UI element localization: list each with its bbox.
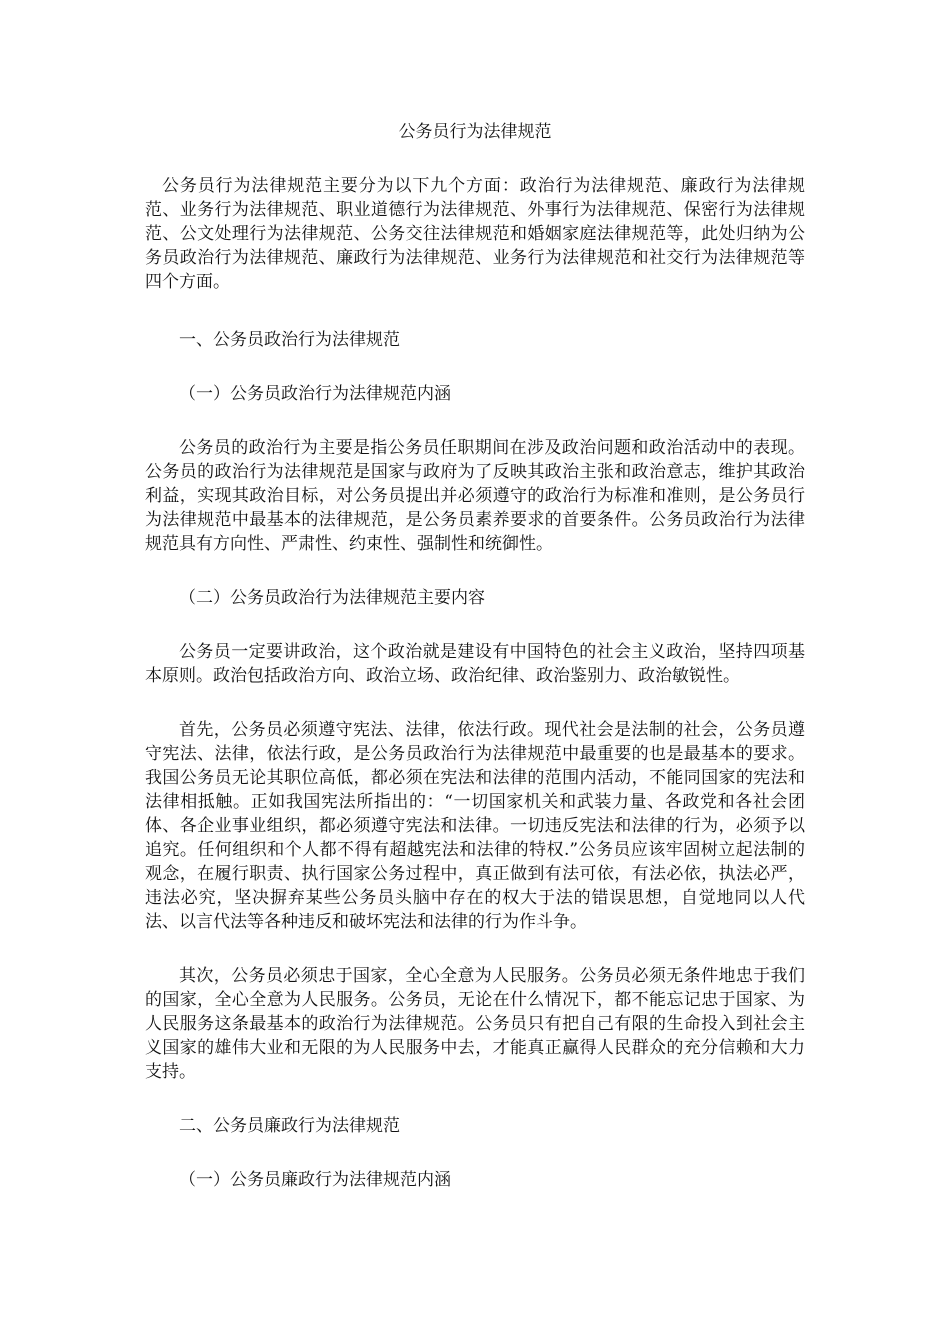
section-1-1-paragraph: 公务员的政治行为主要是指公务员任职期间在涉及政治问题和政治活动中的表现。公务员的政治行为法律规范是国家与政府为了反映其政治主张和政治意志，维护其政治利益，实现其政治目标，对公务员提出并必须遵守的政治行为标准和准则，是公务员行为法律规范中最基本的法律规范，是公务员素养要求的首要条件。公务员政治行为法律规范具有方向性、严肃性、约束性、强制性和统御性。 <box>145 438 805 554</box>
section-1-2-paragraph-1: 公务员一定要讲政治，这个政治就是建设有中国特色的社会主义政治，坚持四项基本原则。政治包括政治方向、政治立场、政治纪律、政治鉴别力、政治敏锐性。 <box>145 642 805 686</box>
section-1-2-paragraph-2: 首先，公务员必须遵守宪法、法律，依法行政。现代社会是法制的社会，公务员遵守宪法、法律，依法行政，是公务员政治行为法律规范中最重要的也是最基本的要求。我国公务员无论其职位高低，都必须在宪法和法律的范围内活动，不能同国家的宪法和法律相抵触。正如我国宪法所指出的：“一切国家机关和武装力量、各政党和各社会团体、各企业事业组织，都必须遵守宪法和法律。一切违反宪法和法律的行为，必须予以追究。任何组织和个人都不得有超越宪法和法律的特权.”公务员应该牢固树立起法制的观念，在履行职责、执行国家公务过程中，真正做到有法可依，有法必依，执法必严，违法必究，坚决摒弃某些公务员头脑中存在的权大于法的错误思想，自觉地同以人代法、以言代法等各种违反和破坏宪法和法律的行为作斗争。 <box>145 720 805 932</box>
section-2-heading: 二、公务员廉政行为法律规范 <box>179 1116 400 1136</box>
document-title: 公务员行为法律规范 <box>398 122 552 142</box>
section-1-1-heading: （一）公务员政治行为法律规范内涵 <box>179 384 451 404</box>
section-1-2-paragraph-3: 其次，公务员必须忠于国家，全心全意为人民服务。公务员必须无条件地忠于我们的国家，全心全意为人民服务。公务员，无论在什么情况下，都不能忘记忠于国家、为人民服务这条最基本的政治行为法律规范。公务员只有把自己有限的生命投入到社会主义国家的雄伟大业和无限的为人民服务中去，才能真正赢得人民群众的充分信赖和大力支持。 <box>145 966 805 1082</box>
intro-paragraph: 公务员行为法律规范主要分为以下九个方面：政治行为法律规范、廉政行为法律规范、业务行为法律规范、职业道德行为法律规范、外事行为法律规范、保密行为法律规范、公文处理行为法律规范、公务交往法律规范和婚姻家庭法律规范等，此处归纳为公务员政治行为法律规范、廉政行为法律规范、业务行为法律规范和社交行为法律规范等四个方面。 <box>145 176 805 292</box>
section-1-2-heading: （二）公务员政治行为法律规范主要内容 <box>179 588 485 608</box>
section-2-1-heading: （一）公务员廉政行为法律规范内涵 <box>179 1170 451 1190</box>
document-body <box>145 120 805 1222</box>
section-1-heading: 一、公务员政治行为法律规范 <box>179 330 400 350</box>
